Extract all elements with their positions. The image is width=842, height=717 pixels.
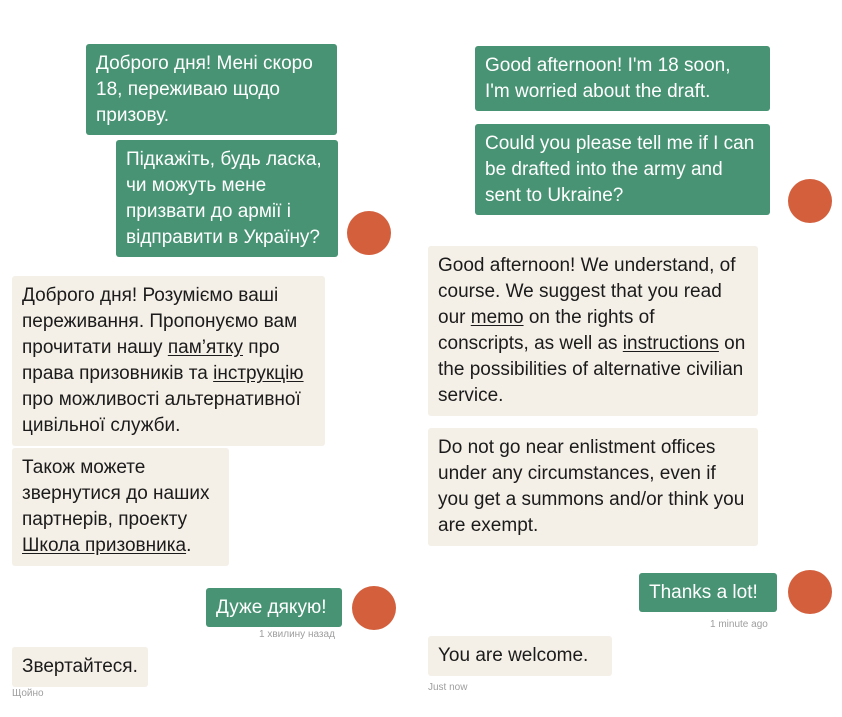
message-text: Thanks a lot!: [649, 582, 758, 603]
left-reply-message-1: [12, 276, 325, 446]
message-text: Підкажіть, будь ласка, чи можуть мене призвати до армії і відправити в Україну?: [126, 149, 322, 248]
right-reply-message-2: [428, 428, 758, 546]
message-text: You are welcome.: [438, 645, 589, 666]
message-text: on the possibilities of alternative civilian service.: [438, 333, 746, 406]
right-user-avatar-2: [788, 570, 832, 614]
message-text: Звертайтеся.: [22, 656, 138, 677]
instructions-link[interactable]: instructions: [622, 333, 719, 354]
message-text: Do not go near enlistment offices under any circumstances, even if you get a summons and/or think you are exempt.: [438, 437, 745, 536]
message-text: Дуже дякую!: [216, 597, 327, 618]
memo-link[interactable]: memo: [470, 307, 524, 328]
right-user-message-thanks: [639, 573, 777, 612]
right-welcome-timestamp: Just now: [428, 682, 468, 693]
right-reply-message-welcome: [428, 636, 612, 676]
message-text: Could you please tell me if I can be drafted into the army and sent to Ukraine?: [485, 133, 755, 206]
memo-link[interactable]: пам’ятку: [167, 337, 243, 358]
message-text: Good afternoon! We understand, of course. We suggest that you read our: [438, 255, 736, 328]
left-thanks-timestamp: 1 хвилину назад: [259, 629, 335, 640]
right-thanks-timestamp: 1 minute ago: [710, 619, 768, 630]
message-text: .: [186, 535, 192, 556]
right-user-message-1: [475, 46, 770, 111]
message-text: Також можете звернутися до наших партнерів, проекту: [22, 457, 210, 530]
right-user-message-2: [475, 124, 770, 215]
right-reply-message-1: [428, 246, 758, 416]
message-text: про можливості альтернативної цивільної служби.: [22, 389, 301, 436]
message-text: Доброго дня! Мені скоро 18, переживаю щодо призову.: [96, 53, 313, 126]
left-user-message-1: [86, 44, 337, 135]
right-user-avatar-1: [788, 179, 832, 223]
message-text: on the rights of conscripts, as well as: [438, 307, 655, 354]
left-user-message-2: [116, 140, 338, 257]
left-reply-message-welcome: [12, 647, 148, 687]
instructions-link[interactable]: інструкцію: [213, 363, 304, 384]
left-user-message-thanks: [206, 588, 342, 627]
message-text: Good afternoon! I'm 18 soon, I'm worried about the draft.: [485, 55, 731, 102]
left-user-avatar-2: [352, 586, 396, 630]
message-text: Доброго дня! Розуміємо ваші переживання. Пропонуємо вам прочитати нашу: [22, 285, 298, 358]
left-reply-message-2: [12, 448, 229, 566]
left-welcome-timestamp: Щойно: [12, 688, 44, 699]
conscript-school-link[interactable]: Школа призовника: [22, 535, 187, 556]
left-user-avatar-1: [347, 211, 391, 255]
message-text: про права призовників та: [22, 337, 280, 384]
